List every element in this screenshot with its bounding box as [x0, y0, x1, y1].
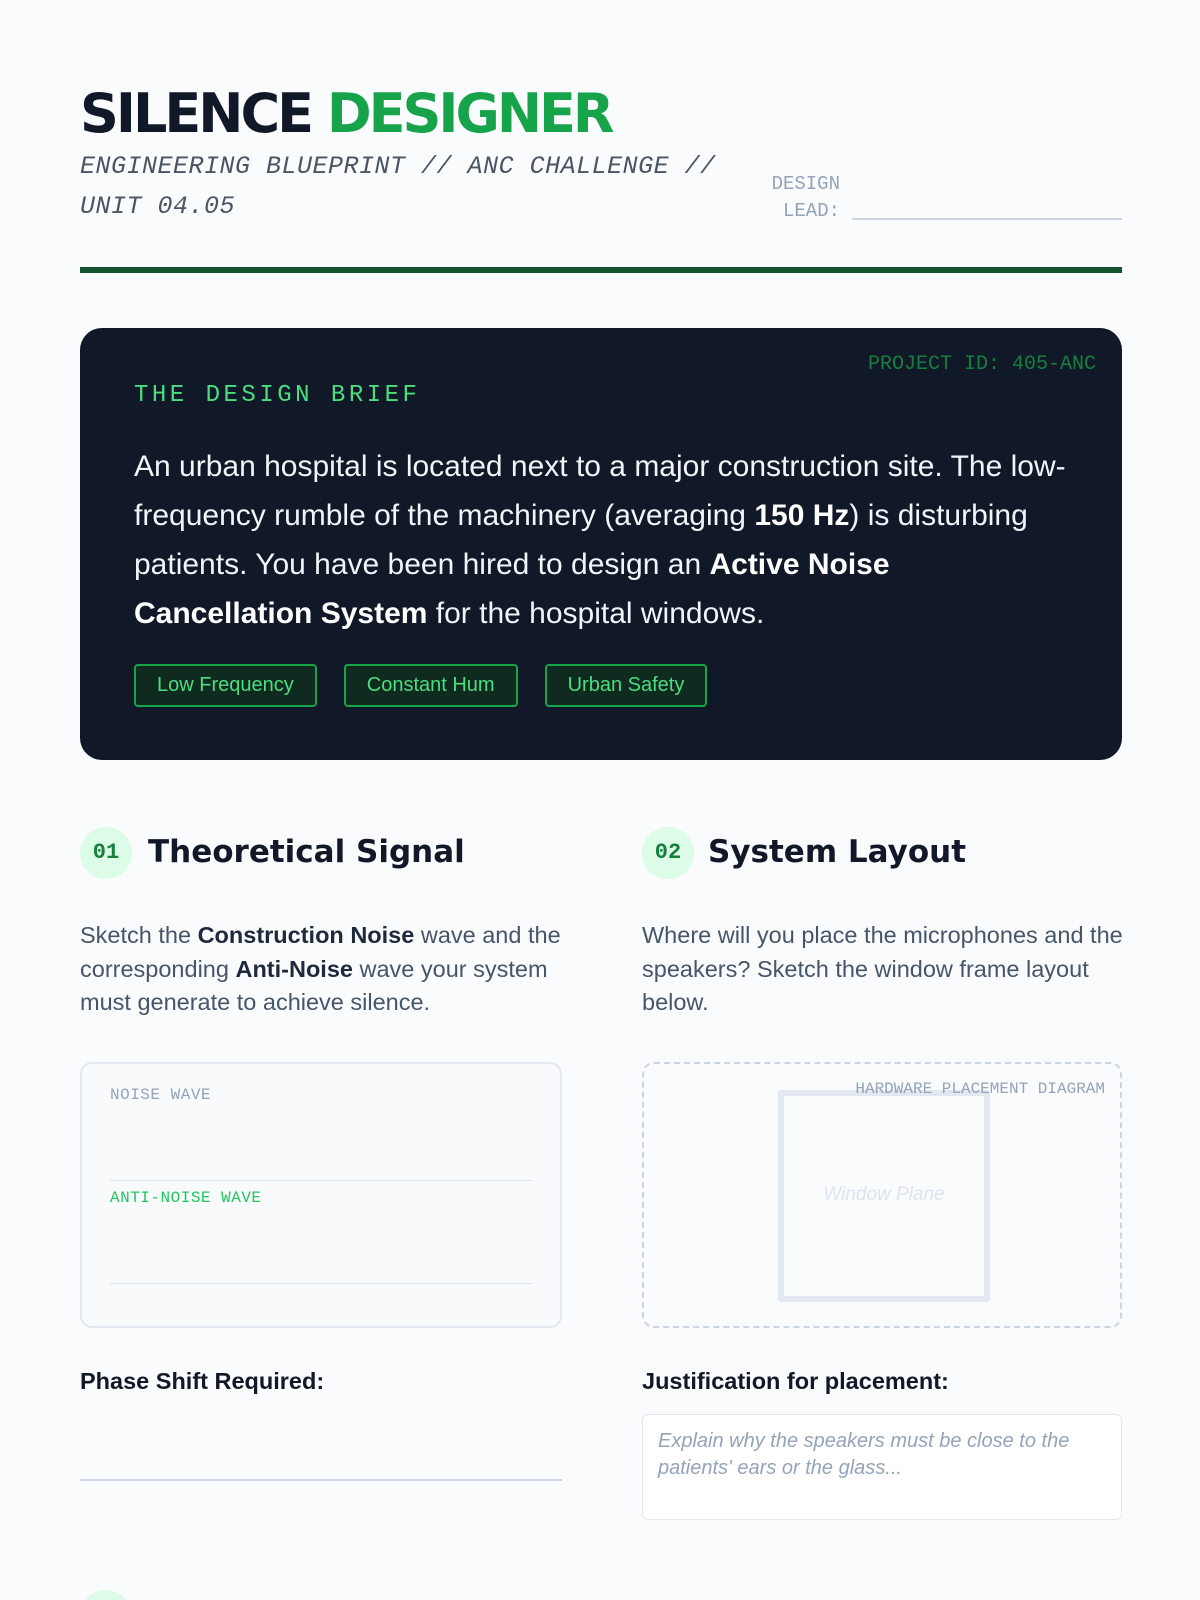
tag-low-frequency: Low Frequency — [134, 664, 317, 707]
brief-heading: THE DESIGN BRIEF — [134, 382, 421, 409]
design-brief-card — [80, 328, 1122, 760]
anti-noise-wave-label: ANTI-NOISE WAVE — [110, 1189, 262, 1207]
design-lead-field[interactable] — [852, 218, 1122, 220]
title-word-designer: DESIGNER — [326, 82, 612, 145]
section-1-desc-noise: Construction Noise — [197, 922, 415, 948]
page-title — [80, 82, 612, 146]
tag-urban-safety: Urban Safety — [545, 664, 708, 707]
brief-tags — [134, 664, 707, 707]
section-3-number-badge — [80, 1590, 132, 1600]
section-1-number-badge: 01 — [80, 827, 132, 879]
window-plane-label: Window Plane — [823, 1184, 945, 1205]
section-1-desc-part-2: wave and the corresponding — [80, 922, 561, 982]
title-word-silence: SILENCE — [80, 82, 311, 145]
project-id: PROJECT ID: 405-ANC — [867, 353, 1096, 376]
noise-wave-baseline — [110, 1180, 532, 1181]
hardware-diagram-label: HARDWARE PLACEMENT DIAGRAM — [855, 1080, 1105, 1098]
brief-text-part-2: ) is disturbing patients. You have been hired to design an — [134, 499, 1028, 581]
hardware-placement-sketch-area[interactable] — [642, 1062, 1122, 1328]
tag-constant-hum: Constant Hum — [344, 664, 518, 707]
brief-system-name: Active Noise Cancellation System — [134, 548, 890, 630]
header-divider — [80, 267, 1122, 273]
phase-shift-label: Phase Shift Required: — [80, 1368, 325, 1394]
section-1-desc-part-1: Sketch the — [80, 922, 198, 948]
section-2-description: Where will you place the microphones and the speakers? Sketch the window frame layout below. — [642, 922, 1123, 1015]
brief-text-part-3: for the hospital windows. — [427, 597, 765, 630]
section-1-desc-part-3: wave your system must generate to achieve silence. — [80, 955, 548, 1015]
brief-text-part-1: An urban hospital is located next to a major construction site. The low-frequency rumble of the machinery (averaging — [134, 450, 1066, 532]
section-1-desc-anti-noise: Anti-Noise — [235, 955, 353, 982]
page-subtitle: ENGINEERING BLUEPRINT // ANC CHALLENGE // UNIT 04.05 — [80, 152, 716, 221]
noise-wave-label: NOISE WAVE — [110, 1086, 212, 1104]
brief-text — [134, 442, 1074, 638]
section-2-title: System Layout — [708, 834, 967, 870]
brief-frequency: 150 Hz — [754, 499, 850, 532]
justification-label: Justification for placement: — [642, 1368, 949, 1394]
phase-shift-answer-field[interactable] — [80, 1479, 562, 1481]
section-1-description — [80, 919, 570, 1020]
window-frame-outline — [778, 1090, 990, 1302]
section-1-title: Theoretical Signal — [148, 834, 465, 870]
justification-input[interactable] — [642, 1414, 1122, 1520]
design-lead-label: DESIGN LEAD: — [771, 173, 840, 222]
anti-noise-wave-baseline — [110, 1283, 532, 1284]
signal-sketch-area[interactable] — [80, 1062, 562, 1328]
section-2-number-badge: 02 — [642, 827, 694, 879]
